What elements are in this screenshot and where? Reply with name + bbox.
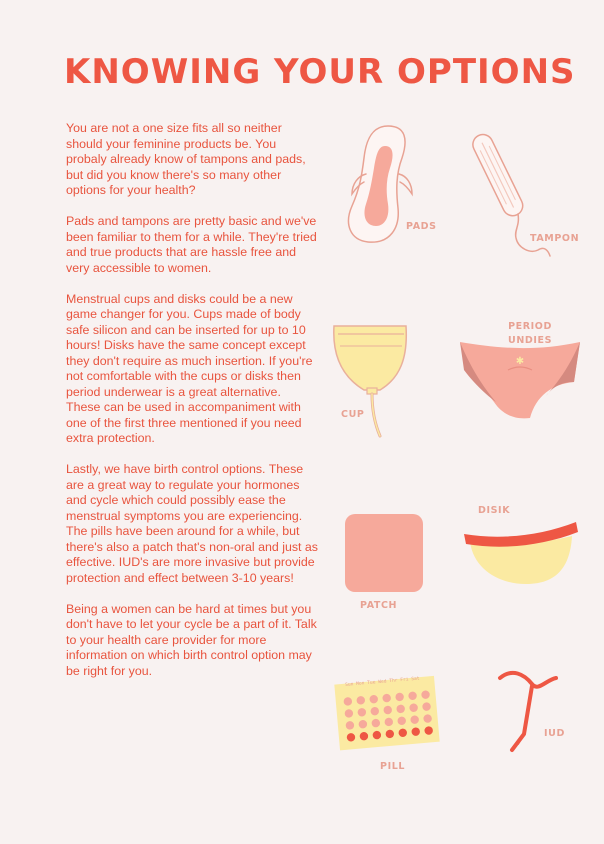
label-pads: PADS xyxy=(406,221,437,232)
menstrual-disk-icon xyxy=(460,512,580,592)
article-body xyxy=(66,121,318,695)
label-tampon: TAMPON xyxy=(530,233,580,244)
label-cup: CUP xyxy=(341,409,365,420)
patch-icon xyxy=(343,512,425,594)
iud-icon xyxy=(494,664,564,756)
paragraph-pads-tampons: Pads and tampons are pretty basic and we've been familiar to them for a while. They're tried and true products that are hassle free and very accessible to women. xyxy=(66,214,317,275)
svg-text:✱: ✱ xyxy=(515,356,525,367)
label-disk: DISIK xyxy=(478,505,511,516)
label-period-undies: PERIOD UNDIES xyxy=(508,321,553,346)
paragraph-closing: Being a women can be hard at times but you don't have to let your cycle be a part of it. Talk to your health care provider for more information on which birth control option may be right for you. xyxy=(66,601,317,678)
label-patch: PATCH xyxy=(360,600,398,611)
pill-pack xyxy=(333,674,443,752)
paragraph-intro: You are not a one size fits all so neither should your feminine products be. You probaly already know of tampons and pads, but did you know there's so many other options for your health? xyxy=(66,121,306,197)
paragraph-birth-control: Lastly, we have birth control options. These are a great way to regulate your hormones and cycle which could possibly ease the menstrual symptoms you are experiencing. The pills have been around for a while, but there's also a patch that's non-oral and just as effective. IUD's are more invasive but provide protection and effect between 3-10 years! xyxy=(66,462,319,585)
label-iud: IUD xyxy=(544,728,565,739)
cup-icon xyxy=(328,318,416,442)
pill-days-header: Sun Mon Tue Wed Thr Fri Sat xyxy=(345,676,420,688)
paragraph-cups-disks: Menstrual cups and disks could be a new game changer for you. Cups made of body safe silicon and can be inserted for up to 10 hours! Disks have the same concept except they don't require as much insertion. If you're not comfortable with the cups or disks then period underwear is a great alternative. These can be used in accompaniment with one of the first three mentioned if you need extra protection. xyxy=(66,291,313,445)
page-title: KNOWING YOUR OPTIONS xyxy=(64,52,576,92)
label-pill: PILL xyxy=(380,761,406,772)
period-underwear-icon xyxy=(456,330,584,426)
